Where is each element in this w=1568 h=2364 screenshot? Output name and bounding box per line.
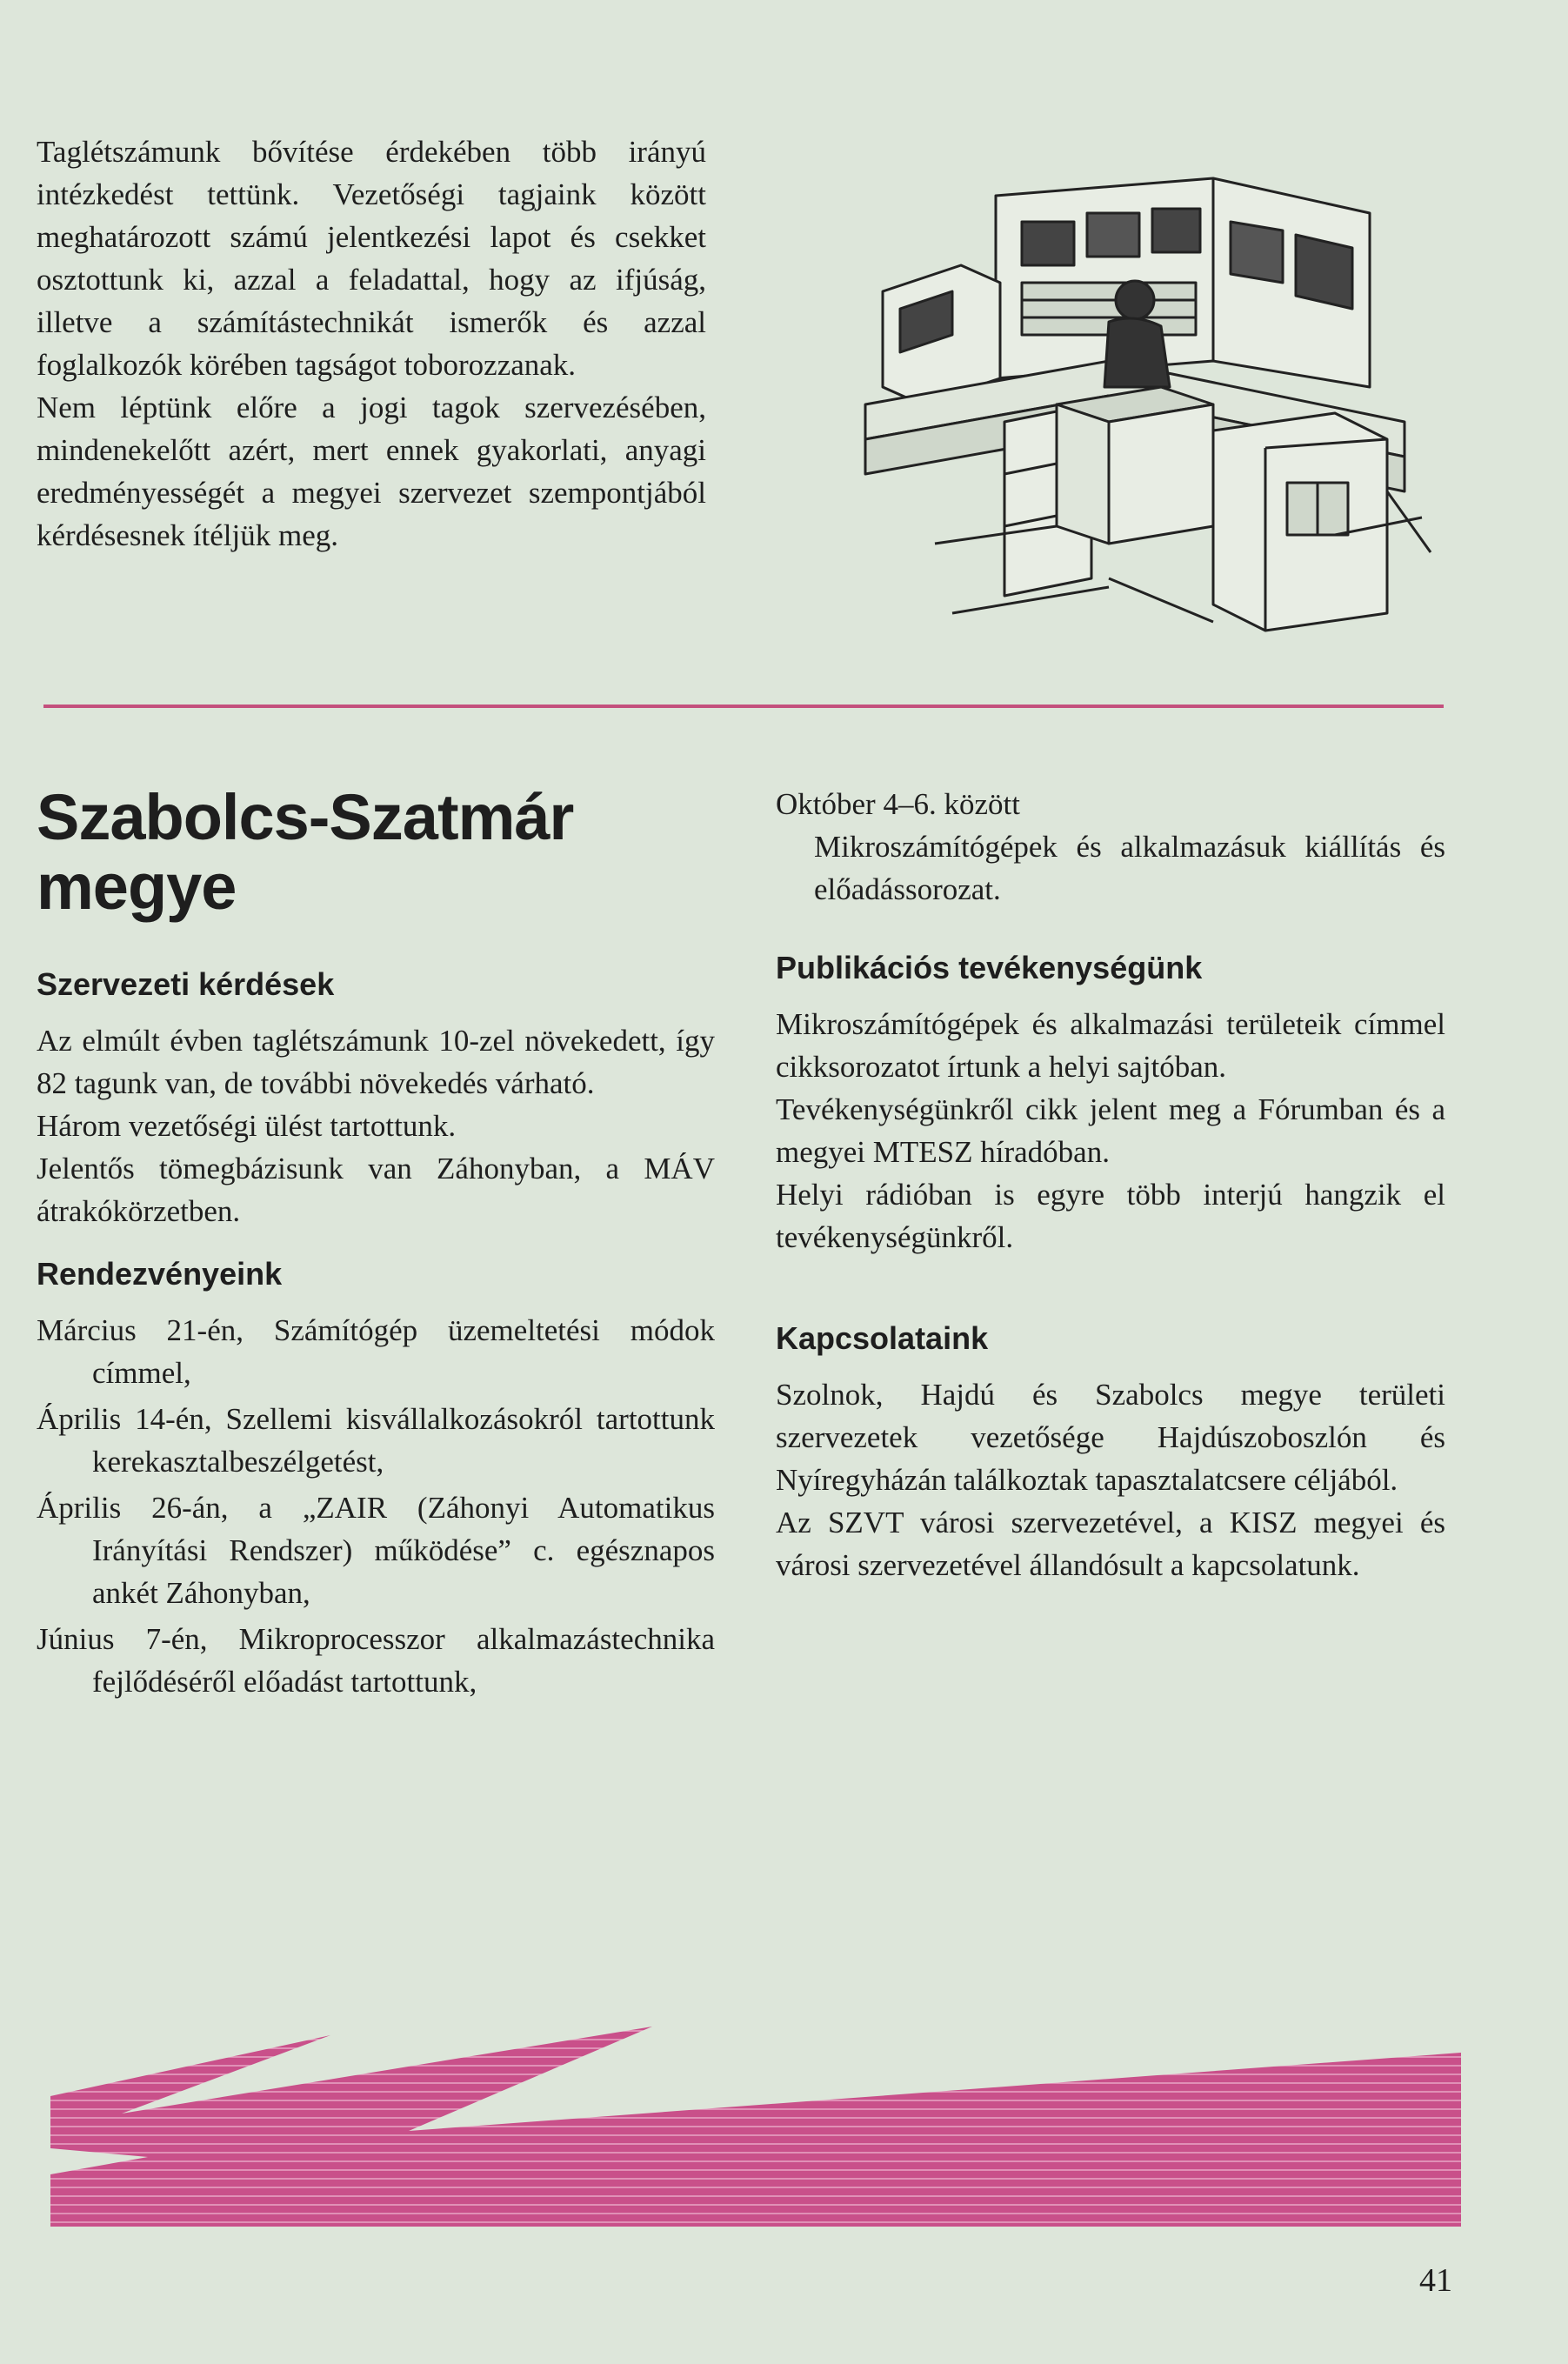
organizational-paragraph: Három vezetőségi ülést tartottunk. <box>37 1109 457 1143</box>
event-item: Június 7-én, Mikroprocesszor alkalmazástechnika fejlődéséről előadást tartottunk, <box>37 1622 715 1699</box>
spacer <box>776 1297 1445 1319</box>
publications-paragraph: Tevékenységünkről cikk jelent meg a Fórumban és a megyei MTESZ híradóban. <box>776 1092 1445 1169</box>
intro-paragraph: Taglétszámunk bővítése érdekében több irányú intézkedést tettünk. Vezetőségi tagjaink között meghatározott számú jelentkezési lapot és csekket osztottunk ki, azzal a feladattal, hogy az ifjúság, illetve a számítástechnikát ismerők és azzal foglalkozók körében tagságot toborozzanak. <box>37 135 706 382</box>
spacer <box>776 911 1445 949</box>
computer-console-illustration <box>848 161 1439 648</box>
spacer <box>776 1259 1445 1297</box>
event-continued-date: Október 4–6. között <box>776 787 1020 821</box>
contacts-paragraph: Szolnok, Hajdú és Szabolcs megye területi szervezetek vezetősége Hajdúszoboszlón és Nyíregyházán találkoztak tapasztalatcsere céljából. <box>776 1378 1445 1497</box>
region-title-line1: Szabolcs-Szatmár <box>37 781 574 853</box>
region-title <box>37 783 715 922</box>
organizational-heading: Szervezeti kérdések <box>37 966 335 1002</box>
intro-paragraph: Nem léptünk előre a jogi tagok szervezésében, mindenekelőtt azért, mert ennek gyakorlati, anyagi eredményességét a megyei szervezet szempontjából kérdésesnek ítéljük meg. <box>37 391 706 552</box>
contacts-heading: Kapcsolataink <box>776 1320 989 1356</box>
region-title-line2: megye <box>37 851 237 923</box>
decorative-zigzag-band <box>43 2000 1461 2244</box>
page-number: 41 <box>1419 2262 1452 2299</box>
intro-text <box>37 130 706 557</box>
organizational-paragraph: Jelentős tömegbázisunk van Záhonyban, a MÁV átrakókörzetben. <box>37 1152 715 1228</box>
left-column <box>37 783 715 1706</box>
event-item: Április 14-én, Szellemi kisvállalkozásokról tartottunk kerekasztalbeszélgetést, <box>37 1402 715 1479</box>
contacts-paragraph: Az SZVT városi szervezetével, a KISZ megyei és városi szervezetével állandósult a kapcsolatunk. <box>776 1506 1445 1582</box>
publications-paragraph: Helyi rádióban is egyre több interjú hangzik el tevékenységünkről. <box>776 1178 1445 1254</box>
section-divider <box>43 705 1444 708</box>
organizational-paragraph: Az elmúlt évben taglétszámunk 10-zel növekedett, így 82 tagunk van, de további növekedés várható. <box>37 1024 715 1100</box>
publications-heading: Publikációs tevékenységünk <box>776 950 1203 985</box>
spacer <box>37 1232 715 1255</box>
right-column <box>776 783 1445 1586</box>
event-continued-text: Mikroszámítógépek és alkalmazásuk kiállítás és előadássorozat. <box>814 830 1445 906</box>
event-item: Március 21-én, Számítógép üzemeltetési módok címmel, <box>37 1313 715 1390</box>
publications-paragraph: Mikroszámítógépek és alkalmazási területeik címmel cikksorozatot írtunk a helyi sajtóban. <box>776 1007 1445 1084</box>
events-heading: Rendezvényeink <box>37 1256 283 1292</box>
event-item: Április 26-án, a „ZAIR (Záhonyi Automatikus Irányítási Rendszer) működése” c. egésznapos ankét Záhonyban, <box>37 1491 715 1610</box>
